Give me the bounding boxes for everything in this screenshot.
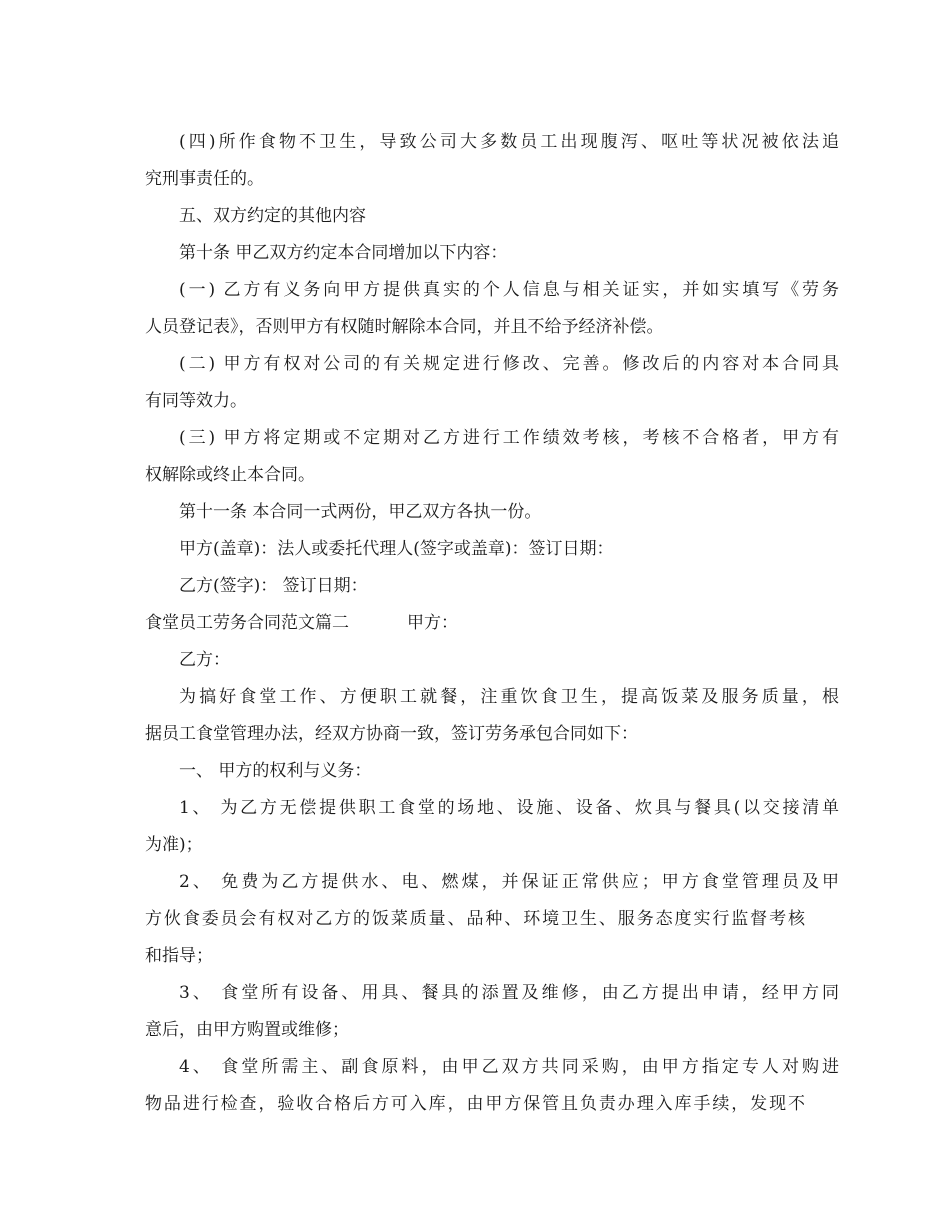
text-line: 究刑事责任的。 xyxy=(145,169,264,189)
clause-heading: 第十一条 本合同一式两份，甲乙双方各执一份。 xyxy=(179,502,542,522)
clause-heading: 第十条 甲乙双方约定本合同增加以下内容： xyxy=(179,243,508,263)
text-line: 为搞好食堂工作、方便职工就餐，注重饮食卫生，提高饭菜及服务质量，根 xyxy=(179,687,839,707)
text-line: (二) 甲方有权对公司的有关规定进行修改、完善。修改后的内容对本合同具 xyxy=(179,354,839,374)
list-item-line: 4、 食堂所需主、副食原料，由甲乙双方共同采购，由甲方指定专人对购进 xyxy=(179,1057,839,1077)
list-item-line: 为准)； xyxy=(145,835,203,855)
section-heading: 五、双方约定的其他内容 xyxy=(179,206,366,226)
signature-line: 乙方(签字)： 签订日期： xyxy=(179,576,368,596)
text-line: (四)所作食物不卫生，导致公司大多数员工出现腹泻、呕吐等状况被依法追 xyxy=(179,132,839,152)
text-line: 据员工食堂管理办法，经双方协商一致，签订劳务承包合同如下： xyxy=(145,724,638,744)
text-line: (三) 甲方将定期或不定期对乙方进行工作绩效考核，考核不合格者，甲方有 xyxy=(179,428,839,448)
list-item-line: 意后，由甲方购置或维修； xyxy=(145,1020,349,1040)
signature-line: 甲方(盖章)：法人或委托代理人(签字或盖章)：签订日期： xyxy=(179,539,614,559)
party-a-label: 甲方： xyxy=(407,613,458,633)
section-heading: 一、 甲方的权利与义务： xyxy=(179,761,372,781)
list-item-line: 和指导； xyxy=(145,946,213,966)
article-title-line xyxy=(145,605,805,641)
list-item-line: 2、 免费为乙方提供水、电、燃煤，并保证正常供应；甲方食堂管理员及甲 xyxy=(179,872,839,892)
text-line: 有同等效力。 xyxy=(145,391,247,411)
list-item-line: 方伙食委员会有权对乙方的饭菜质量、品种、环境卫生、服务态度实行监督考核 xyxy=(145,909,805,929)
text-line: 权解除或终止本合同。 xyxy=(145,465,315,485)
article-title: 食堂员工劳务合同范文篇二 xyxy=(145,613,349,633)
list-item-line: 1、 为乙方无偿提供职工食堂的场地、设施、设备、炊具与餐具(以交接清单 xyxy=(179,798,839,818)
text-line: (一) 乙方有义务向甲方提供真实的个人信息与相关证实，并如实填写《劳务 xyxy=(179,280,839,300)
list-item-line: 3、 食堂所有设备、用具、餐具的添置及维修，由乙方提出申请，经甲方同 xyxy=(179,983,839,1003)
text-line: 人员登记表》，否则甲方有权随时解除本合同，并且不给予经济补偿。 xyxy=(145,317,664,337)
list-item-line: 物品进行检查，验收合格后方可入库，由甲方保管且负责办理入库手续，发现不 xyxy=(145,1094,805,1114)
party-b-label: 乙方： xyxy=(179,650,230,670)
